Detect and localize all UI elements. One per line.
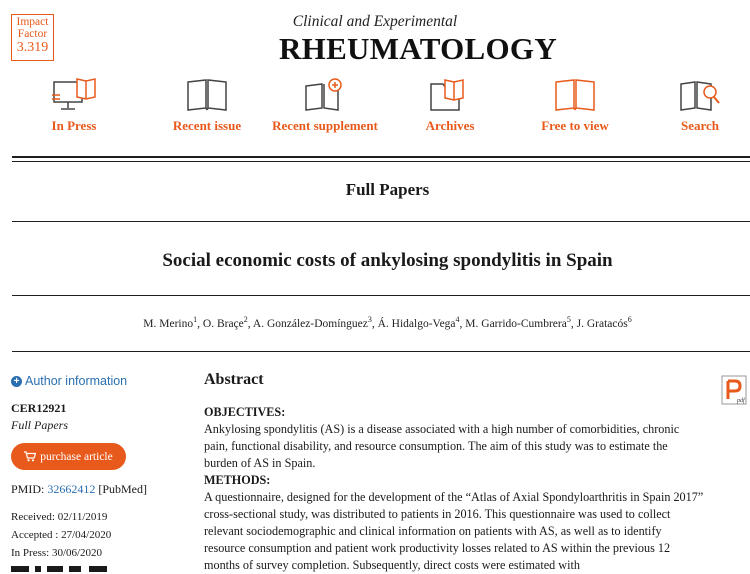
svg-text:pdf: pdf	[737, 398, 745, 404]
methods-heading: METHODS:	[204, 473, 271, 487]
divider	[12, 351, 750, 352]
computer-book-icon	[51, 76, 97, 114]
accepted-date: Accepted : 27/04/2020	[11, 529, 112, 541]
purchase-article-button[interactable]	[11, 443, 126, 470]
pmid-link[interactable]: 32662412	[47, 482, 96, 496]
plus-circle-icon: +	[11, 376, 22, 387]
folder-icon	[427, 76, 473, 114]
book-plus-icon	[302, 76, 348, 114]
nav-recent-supplement-label: Recent supplement	[272, 118, 378, 133]
divider	[12, 221, 750, 222]
nav-in-press[interactable]	[11, 76, 137, 134]
nav-free-to-view[interactable]	[512, 76, 638, 134]
journal-name[interactable]: RHEUMATOLOGY	[278, 31, 558, 66]
objectives-text: Ankylosing spondylitis (AS) is a disease associated with a high number of comorbidities, chronic pain, functional disability, and resource consumption. The aim of this study was to estimate the burden of AS in Spain.	[204, 422, 680, 470]
pubmed-label: [PubMed]	[98, 482, 148, 496]
nav-recent-issue-label: Recent issue	[172, 118, 242, 133]
impact-factor-line1: Impact	[16, 16, 49, 28]
divider	[12, 156, 750, 158]
share-icons-row[interactable]	[11, 566, 111, 572]
author-list: M. Merino$^1$, O. Braçe$^2$, A. González-Domínguez$^3$, Á. Hidalgo-Vega$^4$, M. Garrido-Cumbrera$^5$, J. Gratacós$^6$	[143, 315, 632, 330]
author[interactable]: A. González-Domínguez$^3$	[252, 315, 372, 330]
nav-archives-label: Archives	[425, 118, 475, 133]
abstract-heading: Abstract	[204, 371, 264, 388]
received-date: Received: 02/11/2019	[11, 511, 108, 523]
article-code: CER12921	[11, 401, 67, 415]
author[interactable]: Á. Hidalgo-Vega$^4$	[377, 315, 460, 330]
nav-search[interactable]	[637, 76, 750, 134]
objectives-heading: OBJECTIVES:	[204, 405, 286, 419]
impact-factor-line2: Factor	[17, 28, 48, 40]
divider	[12, 161, 750, 162]
pmid-line	[11, 482, 147, 497]
nav-in-press-label: In Press	[51, 118, 97, 133]
author-information-toggle[interactable]	[11, 374, 127, 388]
open-book-icon	[552, 76, 598, 114]
in-press-date: In Press: 30/06/2020	[11, 547, 103, 559]
book-search-icon	[677, 76, 723, 114]
abstract-body	[204, 404, 704, 574]
methods-text: A questionnaire, designed for the development of the “Atlas of Axial Spondyloarthritis in Spain 2017” cross-sectional study, was distributed to patients in 2016. This questionnaire was used to collect relevant sociodemographic and clinical information on patients with AS, as well as to identify resource consumption and patient work productivity losses related to AS within the previous 12 months of survey completion. Subsequently, direct costs were estimated with	[204, 490, 704, 572]
purchase-article-label: purchase article	[40, 450, 113, 463]
author[interactable]: O. Braçe$^2$	[202, 315, 248, 330]
impact-factor-value: 3.319	[16, 40, 49, 55]
article-title: Social economic costs of ankylosing spondylitis in Spain	[162, 250, 613, 271]
section-title: Full Papers	[345, 180, 430, 199]
cart-icon	[24, 451, 36, 462]
nav-search-label: Search	[680, 118, 720, 133]
author[interactable]: M. Garrido-Cumbrera$^5$	[465, 315, 571, 330]
pdf-icon[interactable]	[721, 375, 747, 405]
main-nav	[0, 76, 750, 140]
article-category: Full Papers	[11, 418, 68, 432]
nav-recent-issue[interactable]	[144, 76, 270, 134]
nav-archives[interactable]	[387, 76, 513, 134]
author[interactable]: J. Gratacós$^6$	[576, 315, 632, 330]
pmid-label: PMID:	[11, 482, 45, 496]
journal-subtitle: Clinical and Experimental	[292, 13, 458, 30]
author[interactable]: M. Merino$^1$	[143, 315, 198, 330]
nav-recent-supplement[interactable]	[262, 76, 388, 134]
author-information-label: Author information	[25, 374, 128, 388]
nav-free-to-view-label: Free to view	[541, 118, 609, 133]
divider	[12, 295, 750, 296]
open-book-icon	[184, 76, 230, 114]
